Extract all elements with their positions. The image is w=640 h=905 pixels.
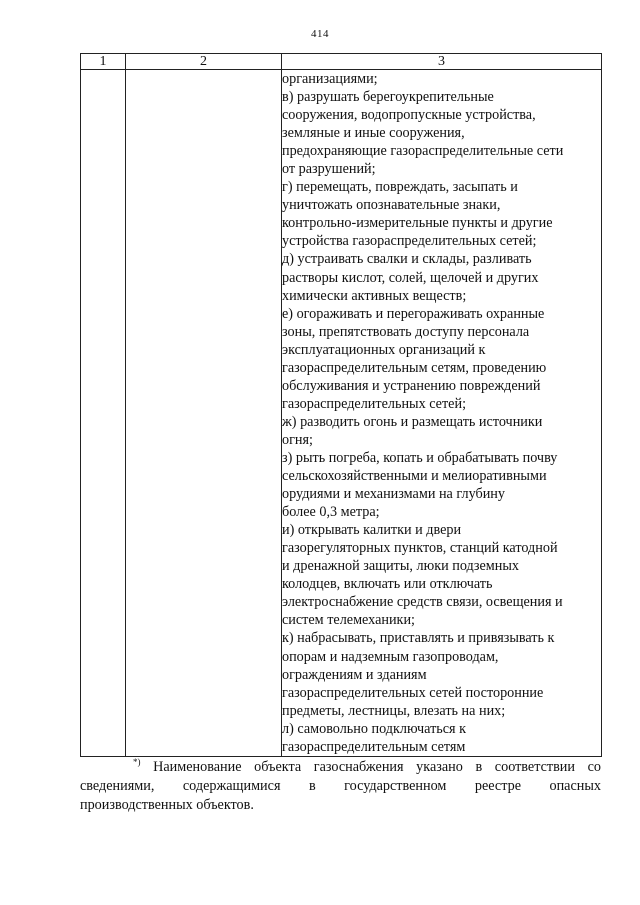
- text-line: газораспределительным сетям: [282, 738, 466, 755]
- text-line: обслуживания и устранению повреждений: [282, 377, 541, 394]
- text-line: г) перемещать, повреждать, засыпать и: [282, 179, 518, 196]
- footnote-line-1: [80, 758, 601, 777]
- text-line: земляные и иные сооружения,: [282, 125, 465, 142]
- column-header-2: 2: [126, 54, 282, 70]
- text-line: в) разрушать берегоукрепительные: [282, 89, 494, 106]
- text-line: и дренажной защиты, люки подземных: [282, 558, 519, 575]
- text-line: более 0,3 метра;: [282, 504, 380, 521]
- text-line: систем телемеханики;: [282, 612, 415, 629]
- text-line: газораспределительных сетей посторонние: [282, 684, 544, 701]
- text-line: сооружения, водопропускные устройства,: [282, 107, 536, 124]
- column-header-3: 3: [282, 54, 602, 70]
- text-line: электроснабжение средств связи, освещения и: [282, 594, 563, 611]
- text-line: к) набрасывать, приставлять и привязывать к: [282, 630, 555, 647]
- text-line: е) огораживать и перегораживать охранные: [282, 305, 545, 322]
- text-line: химически активных веществ;: [282, 287, 467, 304]
- footnote-text-1: Наименование объекта газоснабжения указано в соответствии со: [153, 759, 601, 775]
- text-line: и) открывать калитки и двери: [282, 522, 462, 539]
- text-line: газорегуляторных пунктов, станций катодной: [282, 540, 558, 557]
- text-line: предметы, лестницы, влезать на них;: [282, 702, 506, 719]
- text-line: уничтожать опознавательные знаки,: [282, 197, 501, 214]
- text-line: з) рыть погреба, копать и обрабатывать почву: [282, 449, 558, 466]
- footnote: [80, 758, 601, 815]
- table-cell-col2: [126, 70, 282, 757]
- text-line: огня;: [282, 431, 313, 448]
- column-header-1: 1: [81, 54, 126, 70]
- text-line: эксплуатационных организаций к: [282, 341, 486, 358]
- text-line: л) самовольно подключаться к: [282, 720, 467, 737]
- text-line: ж) разводить огонь и размещать источники: [282, 413, 543, 430]
- text-line: сельскохозяйственными и мелиоративными: [282, 468, 547, 485]
- table-row: [81, 70, 602, 757]
- table-cell-col3: [282, 70, 602, 757]
- text-line: от разрушений;: [282, 161, 376, 178]
- table-header-row: [81, 54, 602, 70]
- text-line: газораспределительных сетей;: [282, 395, 467, 412]
- text-line: растворы кислот, солей, щелочей и других: [282, 269, 539, 286]
- text-line: д) устраивать свалки и склады, разливать: [282, 251, 532, 268]
- page-number: 414: [311, 28, 329, 40]
- text-line: зоны, препятствовать доступу персонала: [282, 323, 530, 340]
- text-line: устройства газораспределительных сетей;: [282, 233, 537, 250]
- text-line: организациями;: [282, 71, 378, 87]
- text-line: орудиями и механизмами на глубину: [282, 486, 505, 503]
- footnote-line-2: сведениями, содержащимися в государственном реестре опасных: [80, 778, 601, 794]
- requirements-table: [80, 53, 602, 757]
- footnote-line-3: производственных объектов.: [80, 797, 254, 813]
- text-line: ограждениям и зданиям: [282, 666, 427, 683]
- text-line: газораспределительным сетям, проведению: [282, 359, 547, 376]
- text-line: предохраняющие газораспределительные сети: [282, 143, 564, 160]
- table-cell-col1: [81, 70, 126, 757]
- footnote-marker: *): [133, 757, 141, 767]
- text-line: контрольно-измерительные пункты и другие: [282, 215, 553, 232]
- text-line: опорам и надземным газопроводам,: [282, 648, 499, 665]
- text-line: колодцев, включать или отключать: [282, 576, 493, 593]
